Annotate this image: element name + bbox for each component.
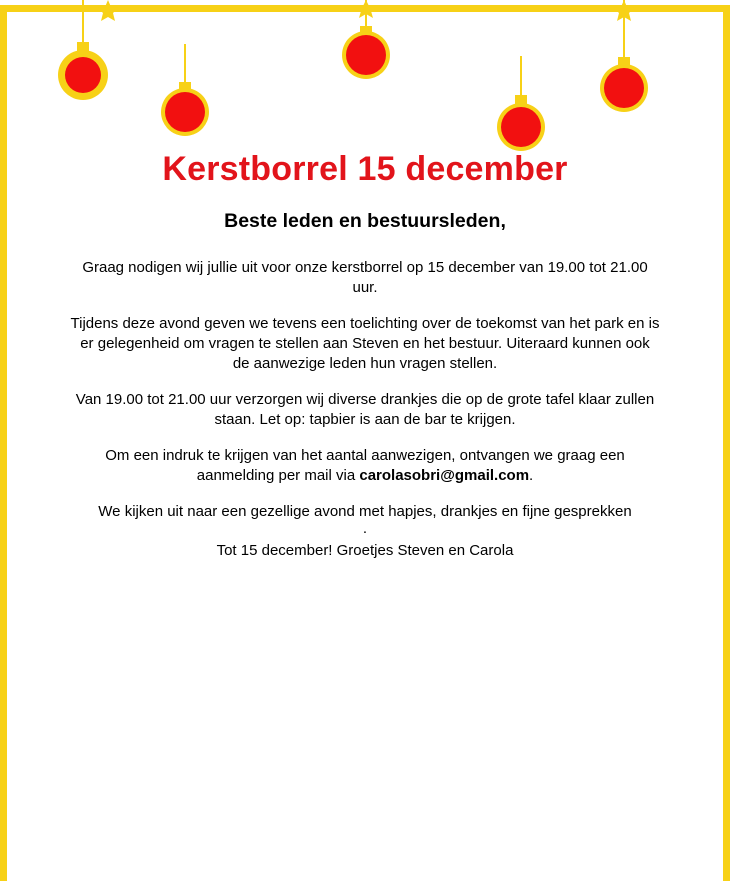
registration-text: Om een indruk te krijgen van het aantal aanwezigen, ontvangen we graag een aanmelding per mail via (105, 447, 625, 484)
closing-wish-text: We kijken uit naar een gezellige avond met hapjes, drankjes en fijne gesprekken (98, 503, 632, 520)
christmas-bauble-icon (58, 0, 108, 100)
invitation-paragraph: Graag nodigen wij jullie uit voor onze kerstborrel op 15 december van 19.00 tot 21.00 uur. (82, 259, 648, 296)
page-title: Kerstborrel 15 december (162, 150, 568, 188)
registration-period: . (529, 467, 534, 484)
closing-wish-paragraph (60, 502, 670, 536)
registration-paragraph (70, 446, 660, 486)
greeting-heading: Beste leden en bestuursleden, (224, 210, 506, 232)
star-icon (98, 0, 118, 21)
drinks-paragraph: Van 19.00 tot 21.00 uur verzorgen wij diverse drankjes die op de grote tafel klaar zullen staan. Let op: tapbier is aan de bar te krijgen. (75, 391, 655, 428)
signature-line: Tot 15 december! Groetjes Steven en Carola (216, 542, 514, 559)
christmas-bauble-icon (161, 44, 209, 136)
christmas-bauble-icon (497, 56, 545, 151)
agenda-paragraph: Tijdens deze avond geven we tevens een toelichting over de toekomst van het park en is er gelegenheid om vragen te stellen aan Steven en het bestuur. Uiteraard kunnen ook de aanwezige leden hun vragen stellen. (70, 315, 660, 372)
ornament-garland (0, 0, 730, 160)
closing-wish-dot: . (362, 520, 368, 537)
email-link[interactable]: carolasobri@gmail.com (359, 467, 530, 484)
